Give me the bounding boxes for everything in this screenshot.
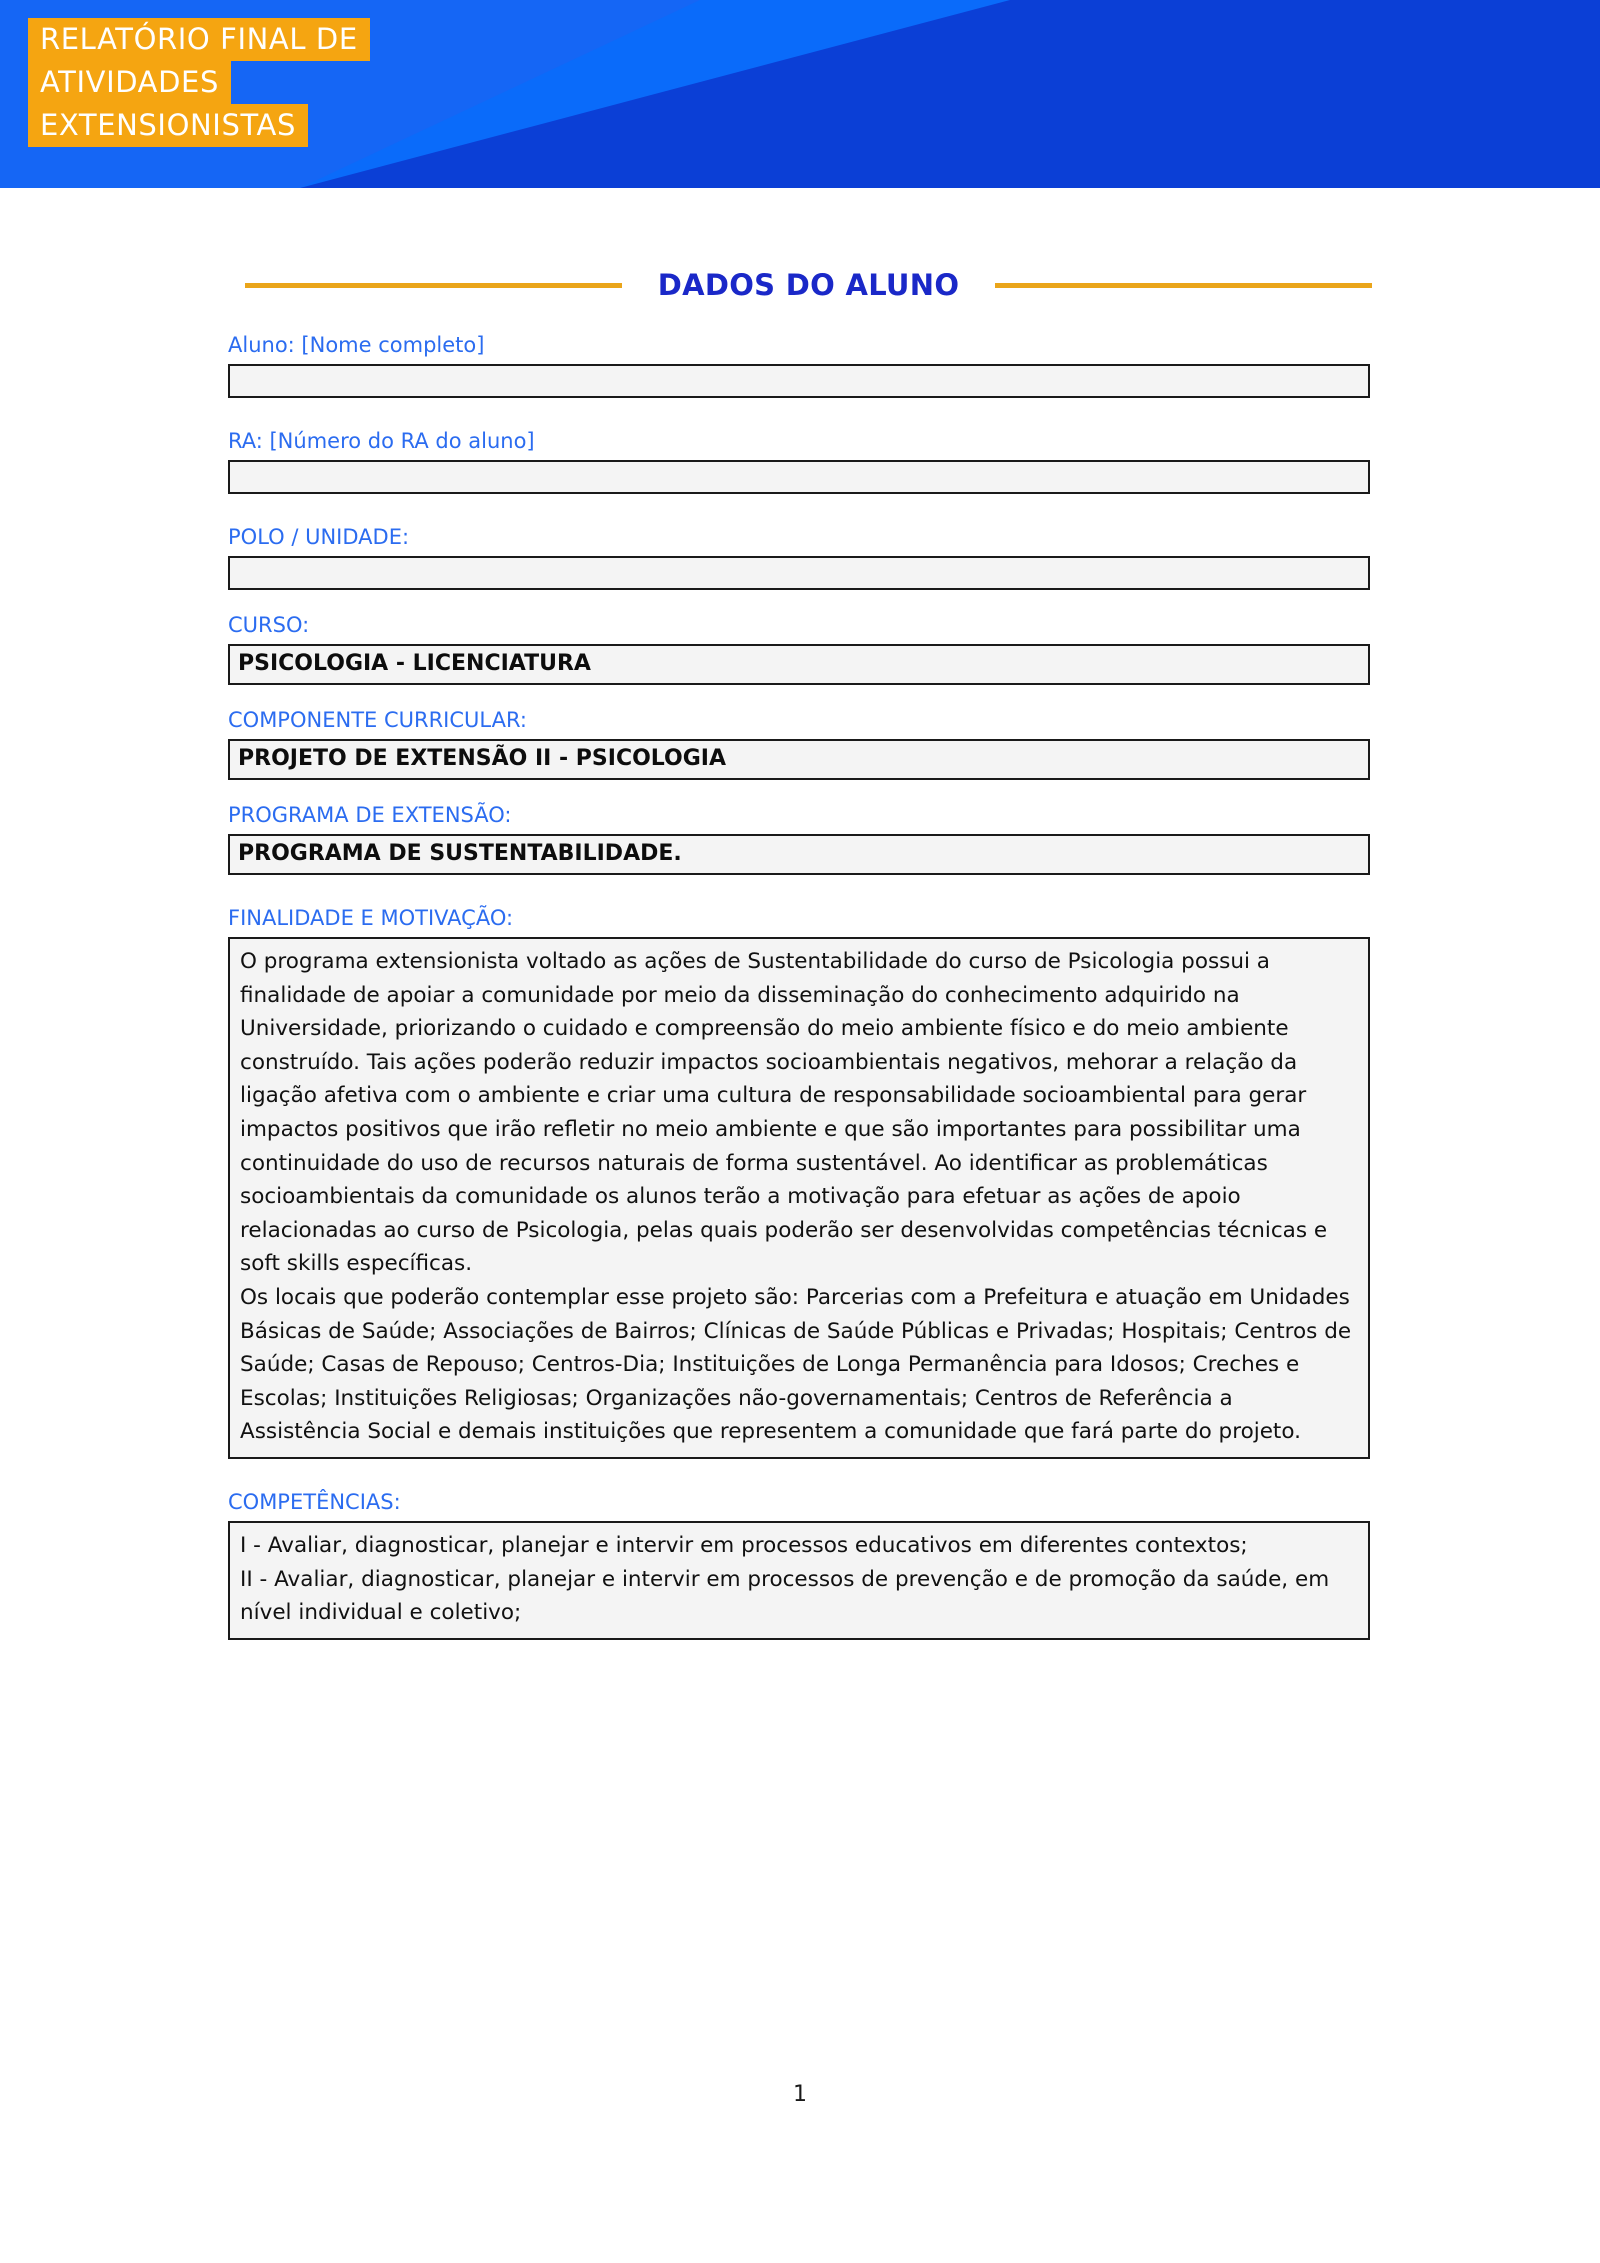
finalidade-paragraph-1: O programa extensionista voltado as ações de Sustentabilidade do curso de Psicologia possui a finalidade de apoiar a comunidade por meio da disseminação do conhecimento adquirido na Universidade, priorizando o cuidado e compreensão do meio ambiente físico e do meio ambiente construído. Tais ações poderão reduzir impactos socioambientais negativos, mehorar a relação da ligação afetiva com o ambiente e criar uma cultura de responsabilidade socioambiental para gerar impactos positivos que irão refletir no meio ambiente e que são importantes para possibilitar uma continuidade do uso de recursos naturais de forma sustentável. Ao identificar as problemáticas socioambientais da comunidade os alunos terão a motivação para efetuar as ações de apoio relacionadas ao curso de Psicologia, pelas quais poderão ser desenvolvidas competências técnicas e soft skills específicas. [240,949,1328,1277]
field-programa-extensao [228,802,1370,875]
page-title: DADOS DO ALUNO [657,268,960,302]
banner-title-line-1: RELATÓRIO FINAL DE [28,18,370,61]
field-curso [228,612,1370,685]
field-label-aluno: Aluno: [Nome completo] [228,333,485,357]
competencia-item-1: I - Avaliar, diagnosticar, planejar e intervir em processos educativos em diferentes contextos; [240,1532,1248,1558]
footer-page-number: 1 [793,2082,807,2107]
field-label-programa-extensao: PROGRAMA DE EXTENSÃO: [228,803,512,827]
input-curso[interactable] [228,644,1370,685]
section-header-dados-do-aluno [0,268,1600,302]
field-finalidade-motivacao [228,905,1370,1459]
input-ra[interactable] [228,460,1370,494]
student-data-form [0,332,1600,1640]
input-componente-curricular[interactable] [228,739,1370,780]
field-label-competencias: COMPETÊNCIAS: [228,1489,401,1514]
competencia-item-2: II - Avaliar, diagnosticar, planejar e intervir em processos de prevenção e de promoção da saúde, em nível individual e coletivo; [240,1566,1330,1626]
finalidade-paragraph-2: Os locais que poderão contemplar esse projeto são: Parcerias com a Prefeitura e atuação em Unidades Básicas de Saúde; Associações de Bairros; Clínicas de Saúde Públicas e Privadas; Hospitais; Centros de Saúde; Casas de Repouso; Centros-Dia; Instituições de Longa Permanência para Idosos; Creches e Escolas; Instituições Religiosas; Organizações não-governamentais; Centros de Referência a Assistência Social e demais instituições que representem a comunidade que fará parte do projeto. [240,1284,1352,1445]
field-label-polo-unidade: POLO / UNIDADE: [228,525,410,549]
header-rule-right [995,283,1372,288]
banner-title [28,18,648,147]
input-polo-unidade[interactable] [228,556,1370,590]
page-banner [0,0,1600,188]
field-aluno [228,332,1370,398]
input-aluno[interactable] [228,364,1370,398]
field-value-componente-curricular: PROJETO DE EXTENSÃO II - PSICOLOGIA [238,746,726,771]
field-value-curso: PSICOLOGIA - LICENCIATURA [238,651,591,676]
header-rule-left [245,283,622,288]
field-label-finalidade-motivacao: FINALIDADE E MOTIVAÇÃO: [228,906,514,930]
field-polo-unidade [228,524,1370,590]
input-competencias[interactable] [228,1521,1370,1640]
field-label-ra: RA: [Número do RA do aluno] [228,429,535,453]
field-value-programa-extensao: PROGRAMA DE SUSTENTABILIDADE. [238,841,682,866]
field-componente-curricular [228,707,1370,780]
banner-title-line-2: ATIVIDADES [28,61,231,104]
field-label-curso: CURSO: [228,613,310,637]
input-programa-extensao[interactable] [228,834,1370,875]
field-ra [228,428,1370,494]
input-finalidade-motivacao[interactable] [228,937,1370,1459]
document-page [0,188,1600,1640]
banner-title-line-3: EXTENSIONISTAS [28,104,308,147]
field-competencias [228,1489,1370,1640]
field-label-componente-curricular: COMPONENTE CURRICULAR: [228,708,527,732]
